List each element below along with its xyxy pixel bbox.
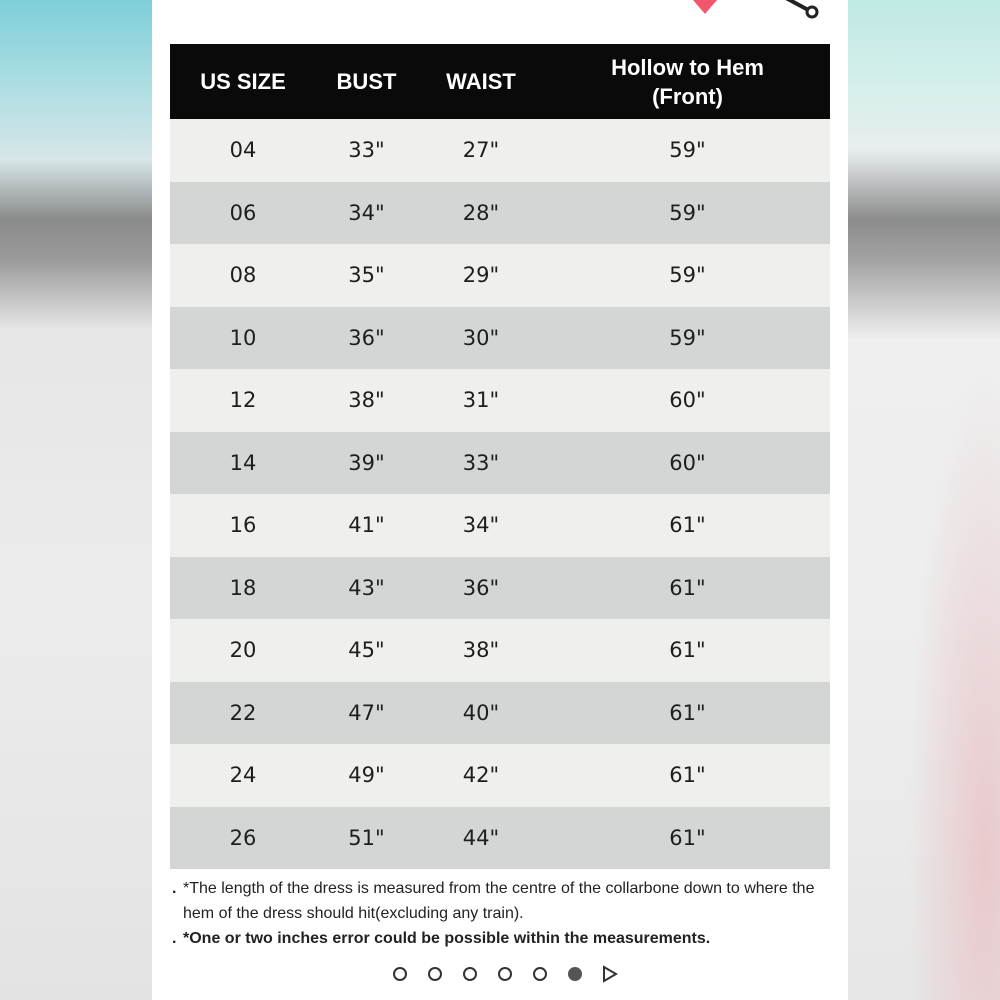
note-bullet: . [172, 930, 177, 947]
pager-dot[interactable] [393, 967, 407, 981]
cell-us-size: 14 [229, 450, 257, 475]
table-row [170, 182, 830, 245]
cell-hollow-to-hem: 61" [669, 763, 706, 788]
cell-hollow-to-hem: 59" [669, 325, 706, 350]
note-text: *The length of the dress is measured from the centre of the collarbone down to where the hem of the dress should hit(excluding any train). [183, 880, 815, 922]
pager-dot[interactable] [568, 967, 582, 981]
cell-waist: 42" [462, 763, 500, 788]
top-bar [152, 0, 848, 44]
size-table [170, 44, 830, 869]
cell-waist: 29" [462, 263, 500, 288]
cell-waist: 38" [462, 638, 500, 663]
cell-bust: 35" [348, 263, 385, 288]
carousel-pager [152, 962, 848, 986]
table-row [170, 244, 830, 307]
note-text: *One or two inches error could be possible within the measurements. [183, 930, 711, 947]
cell-bust: 45" [348, 638, 385, 663]
pager-dot[interactable] [428, 967, 442, 981]
notes [172, 876, 822, 951]
cell-hollow-to-hem: 59" [669, 138, 706, 163]
cell-waist: 36" [462, 575, 500, 600]
cell-hollow-to-hem: 61" [669, 575, 706, 600]
header-us-size: US SIZE [200, 69, 286, 94]
table-row [170, 807, 830, 870]
pager-dot[interactable] [498, 967, 512, 981]
table-header-row [170, 44, 830, 119]
table-row [170, 619, 830, 682]
cell-bust: 41" [348, 513, 385, 538]
cell-bust: 36" [348, 325, 385, 350]
cell-waist: 27" [462, 138, 500, 163]
cell-waist: 33" [462, 450, 500, 475]
cell-us-size: 18 [229, 575, 257, 600]
cell-hollow-to-hem: 61" [669, 825, 706, 850]
cell-us-size: 10 [229, 325, 257, 350]
cell-us-size: 06 [229, 200, 257, 225]
size-chart-card [152, 0, 848, 1000]
cell-bust: 38" [348, 388, 385, 413]
cell-bust: 43" [348, 575, 385, 600]
cell-us-size: 20 [229, 638, 257, 663]
note-item [172, 926, 822, 951]
header-waist: WAIST [446, 69, 516, 94]
cell-us-size: 24 [229, 763, 257, 788]
cell-hollow-to-hem: 60" [669, 388, 706, 413]
cell-bust: 49" [348, 763, 385, 788]
cell-bust: 47" [348, 700, 385, 725]
cell-bust: 51" [348, 825, 385, 850]
background-right [848, 0, 1000, 1000]
cell-hollow-to-hem: 59" [669, 200, 706, 225]
cell-us-size: 04 [229, 138, 257, 163]
cell-hollow-to-hem: 61" [669, 638, 706, 663]
share-icon[interactable] [780, 0, 820, 20]
table-row [170, 119, 830, 182]
cell-bust: 34" [348, 200, 385, 225]
cell-bust: 39" [348, 450, 385, 475]
cell-hollow-to-hem: 61" [669, 513, 706, 538]
note-item [172, 876, 822, 926]
cell-waist: 44" [462, 825, 500, 850]
table-row [170, 494, 830, 557]
cell-waist: 28" [462, 200, 500, 225]
cell-hollow-to-hem: 61" [669, 700, 706, 725]
cell-waist: 31" [462, 388, 500, 413]
note-bullet: . [172, 880, 177, 897]
cell-us-size: 08 [229, 263, 257, 288]
cell-hollow-to-hem: 60" [669, 450, 706, 475]
table-body [170, 119, 830, 869]
table-row [170, 557, 830, 620]
play-next-icon[interactable] [602, 965, 618, 983]
cell-bust: 33" [348, 138, 385, 163]
table-row [170, 369, 830, 432]
header-hollow-to-hem: Hollow to Hem (Front) [611, 54, 764, 109]
cell-hollow-to-hem: 59" [669, 263, 706, 288]
cell-waist: 40" [462, 700, 500, 725]
table-row [170, 682, 830, 745]
pager-dot[interactable] [533, 967, 547, 981]
cell-us-size: 22 [229, 700, 257, 725]
header-bust: BUST [336, 69, 397, 94]
table-row [170, 307, 830, 370]
cell-us-size: 16 [229, 513, 257, 538]
cell-waist: 34" [462, 513, 500, 538]
cell-us-size: 12 [229, 388, 257, 413]
cell-waist: 30" [462, 325, 500, 350]
table-row [170, 744, 830, 807]
table-row [170, 432, 830, 495]
heart-icon[interactable] [690, 0, 720, 16]
cell-us-size: 26 [229, 825, 257, 850]
pager-dot[interactable] [463, 967, 477, 981]
